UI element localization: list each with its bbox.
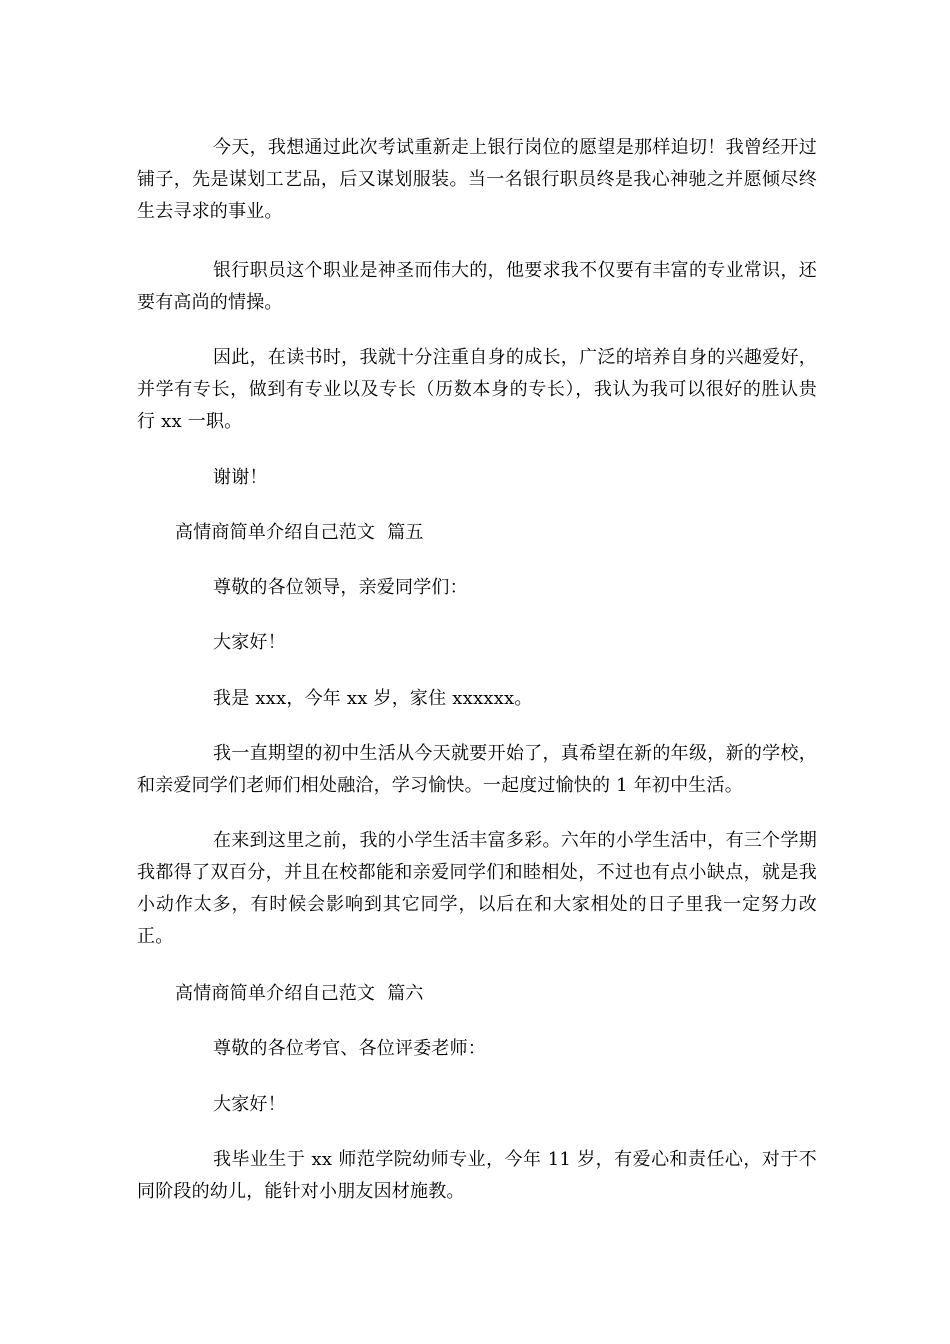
section-title: 高情商简单介绍自己范文 xyxy=(175,522,376,543)
paragraph: 我毕业生于 xx 师范学院幼师专业，今年 11 岁，有爱心和责任心，对于不同阶段的幼儿，能针对小朋友因材施教。 xyxy=(137,1149,817,1202)
paragraph: 今天，我想通过此次考试重新走上银行岗位的愿望是那样迫切！我曾经开过铺子，先是谋划工艺品，后又谋划服装。当一名银行职员终是我心神驰之并愿倾尽终生去寻求的事业。 xyxy=(137,137,817,222)
paragraph: 尊敬的各位考官、各位评委老师： xyxy=(213,1038,486,1059)
section-heading xyxy=(175,517,424,549)
section-title: 高情商简单介绍自己范文 xyxy=(175,983,376,1004)
paragraph: 银行职员这个职业是神圣而伟大的，他要求我不仅要有丰富的专业常识，还要有高尚的情操。 xyxy=(137,260,817,313)
paragraph: 因此，在读书时，我就十分注重自身的成长，广泛的培养自身的兴趣爱好，并学有专长，做到有专业以及专长（历数本身的专长），我认为我可以很好的胜认贵行 xx 一职。 xyxy=(137,347,817,432)
paragraph: 谢谢！ xyxy=(213,467,268,488)
paragraph: 大家好！ xyxy=(213,632,286,653)
paragraph: 大家好！ xyxy=(213,1094,286,1115)
paragraph: 我一直期望的初中生活从今天就要开始了，真希望在新的年级，新的学校，和亲爱同学们老师们相处融洽，学习愉快。一起度过愉快的 1 年初中生活。 xyxy=(137,743,817,796)
paragraph: 我是 xxx，今年 xx 岁，家住 xxxxxx。 xyxy=(213,688,533,709)
section-heading xyxy=(175,978,424,1010)
section-label: 篇六 xyxy=(387,983,424,1004)
section-label: 篇五 xyxy=(387,522,424,543)
paragraph: 在来到这里之前，我的小学生活丰富多彩。六年的小学生活中，有三个学期我都得了双百分，并且在校都能和亲爱同学们和睦相处，不过也有点小缺点，就是我小动作太多，有时候会影响到其它同学，以后在和大家相处的日子里我一定努力改正。 xyxy=(137,830,817,947)
paragraph: 尊敬的各位领导，亲爱同学们： xyxy=(213,577,468,598)
